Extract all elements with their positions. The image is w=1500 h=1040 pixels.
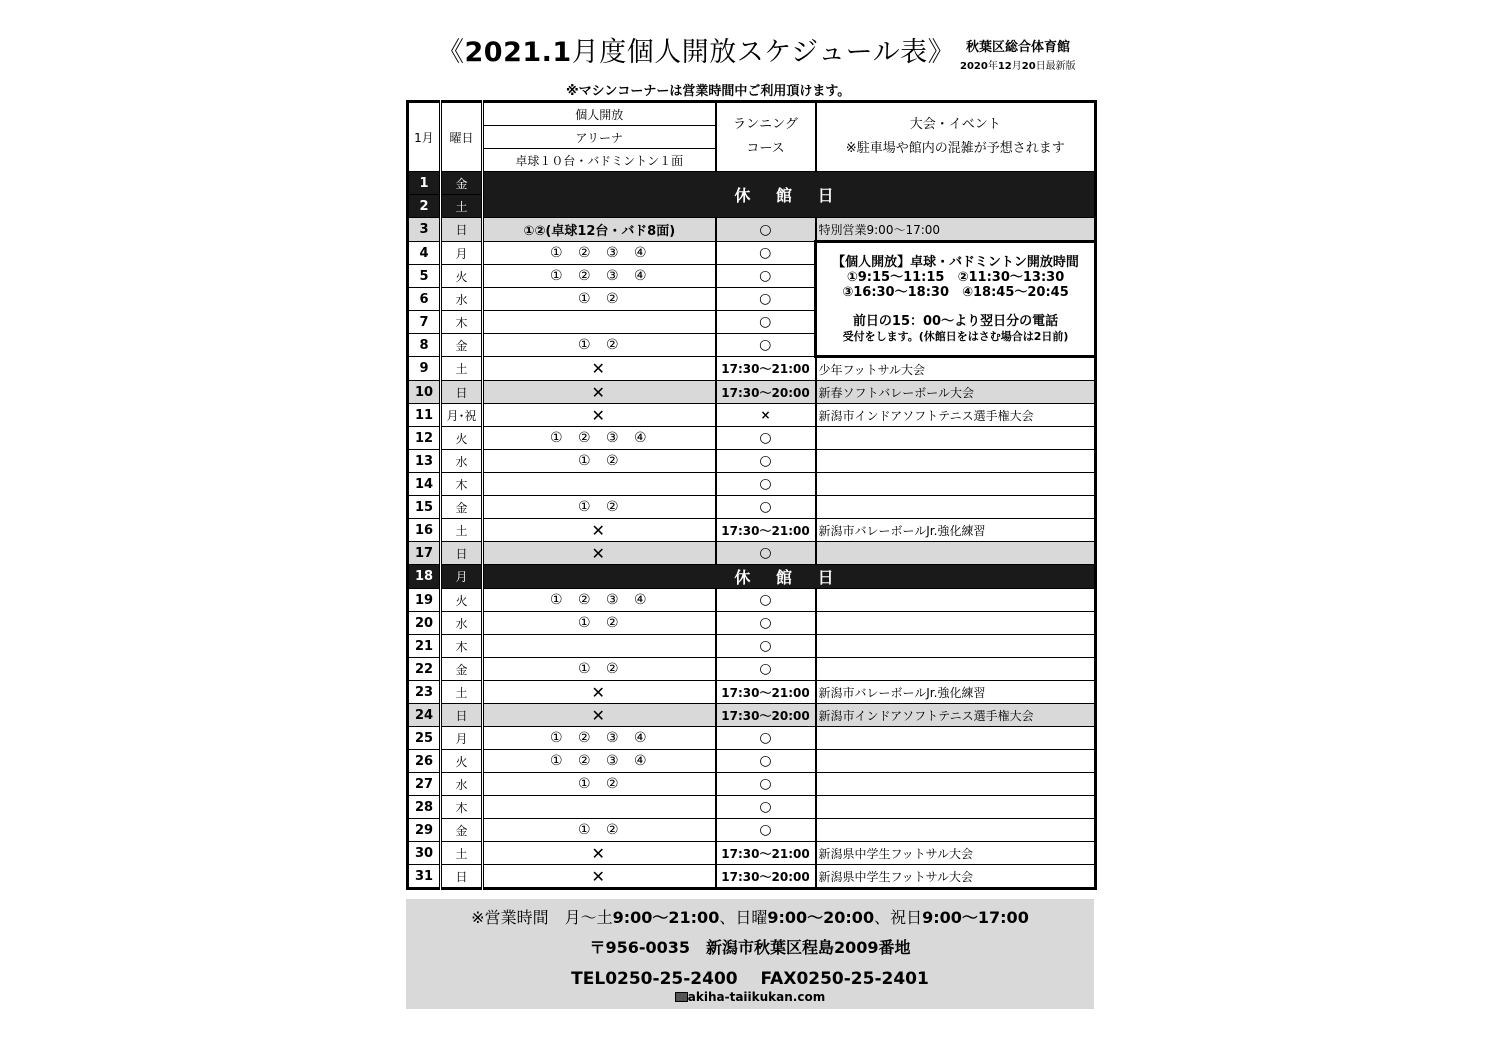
table-row [408, 357, 1096, 381]
closed-day-label: 休 館 日 [483, 565, 1096, 589]
running-course-cell: ○ [716, 242, 816, 265]
table-row [408, 658, 1096, 681]
arena-slots-cell: ① ② [483, 819, 716, 842]
event-cell: 新潟県中学生フットサル大会 [816, 865, 1096, 889]
day-cell: 27 [408, 773, 441, 796]
info-line5: 受付をします。(休館日をはさむ場合は2日前) [842, 329, 1069, 343]
weekday-cell: 木 [441, 311, 483, 334]
weekday-cell: 火 [441, 265, 483, 288]
info-line2: ①9:15～11:15 ②11:30～13:30 [846, 269, 1065, 285]
day-cell: 26 [408, 750, 441, 773]
day-cell: 14 [408, 473, 441, 496]
table-row [408, 773, 1096, 796]
event-cell: 新潟市バレーボールJr.強化練習 [816, 519, 1096, 542]
running-course-cell: ○ [716, 589, 816, 612]
info-line3: ③16:30～18:30 ④18:45～20:45 [842, 284, 1069, 300]
col-event [816, 102, 1096, 172]
running-course-cell: 17:30～21:00 [716, 519, 816, 542]
arena-slots-cell: ① ② ③ ④ [483, 589, 716, 612]
running-course-cell: ○ [716, 427, 816, 450]
title-text: 月度個人開放スケジュール表 [571, 37, 928, 68]
running-course-cell: ○ [716, 496, 816, 519]
arena-slots-cell: ✕ [483, 704, 716, 727]
website [406, 990, 1094, 1004]
hours-weekday: 9:00～21:00 [612, 908, 720, 927]
arena-slots-cell: ① ② [483, 658, 716, 681]
arena-slots-cell: ① ② ③ ④ [483, 265, 716, 288]
col-event-line1: 大会・イベント [909, 117, 1001, 132]
arena-slots-cell: ① ② ③ ④ [483, 427, 716, 450]
event-cell [816, 496, 1096, 519]
weekday-cell: 土 [441, 681, 483, 704]
tel-fax: TEL0250-25-2400 FAX0250-25-2401 [571, 969, 929, 989]
arena-slots-cell: ✕ [483, 681, 716, 704]
hours-sunday: 9:00～20:00 [767, 908, 875, 927]
weekday-cell: 土 [441, 357, 483, 381]
table-row [408, 218, 1096, 242]
weekday-cell: 水 [441, 773, 483, 796]
event-cell [816, 473, 1096, 496]
running-course-cell: ○ [716, 311, 816, 334]
table-row [408, 172, 1096, 195]
day-cell: 25 [408, 727, 441, 750]
running-course-cell: 17:30～21:00 [716, 842, 816, 865]
event-cell [816, 635, 1096, 658]
event-cell [816, 819, 1096, 842]
weekday-cell: 木 [441, 796, 483, 819]
day-cell: 21 [408, 635, 441, 658]
table-row [408, 565, 1096, 589]
day-cell: 1 [408, 172, 441, 195]
arena-slots-cell: ①②(卓球12台・バド8面) [483, 218, 716, 242]
running-course-cell: ○ [716, 819, 816, 842]
weekday-cell: 火 [441, 427, 483, 450]
table-row [408, 796, 1096, 819]
business-hours [406, 905, 1094, 928]
title-bracket-open: 《 [437, 37, 465, 68]
update-suffix: 日最新版 [1035, 61, 1076, 72]
event-cell [816, 427, 1096, 450]
table-row [408, 496, 1096, 519]
hours-sunday-label: 、日曜 [719, 908, 768, 927]
table-row [408, 519, 1096, 542]
event-cell [816, 773, 1096, 796]
arena-slots-cell [483, 796, 716, 819]
footer-info [406, 899, 1094, 1009]
day-cell: 15 [408, 496, 441, 519]
running-course-cell: ○ [716, 288, 816, 311]
day-cell: 7 [408, 311, 441, 334]
day-cell: 24 [408, 704, 441, 727]
event-cell [816, 727, 1096, 750]
weekday-cell: 木 [441, 635, 483, 658]
day-cell: 10 [408, 381, 441, 404]
page-title [437, 30, 955, 69]
arena-slots-cell: ✕ [483, 404, 716, 427]
day-cell: 4 [408, 242, 441, 265]
weekday-cell: 火 [441, 750, 483, 773]
table-row [408, 865, 1096, 889]
running-course-cell: ○ [716, 612, 816, 635]
table-row [408, 381, 1096, 404]
running-course-cell: 17:30～20:00 [716, 704, 816, 727]
running-course-cell: 17:30～21:00 [716, 357, 816, 381]
weekday-cell: 金 [441, 172, 483, 195]
day-cell: 13 [408, 450, 441, 473]
col-open: 個人開放 [483, 102, 716, 126]
day-cell: 8 [408, 334, 441, 357]
website-url[interactable]: akiha-taiikukan.com [687, 990, 826, 1004]
weekday-cell: 木 [441, 473, 483, 496]
running-course-cell: ○ [716, 542, 816, 565]
col-running-line1: ランニング [733, 117, 798, 132]
weekday-cell: 金 [441, 496, 483, 519]
arena-slots-cell: ✕ [483, 865, 716, 889]
arena-slots-cell: ① ② [483, 450, 716, 473]
col-running-line2: コース [746, 141, 785, 156]
schedule-table [406, 100, 1097, 890]
address: 〒956-0035 新潟市秋葉区程島2009番地 [589, 938, 911, 957]
weekday-cell: 日 [441, 381, 483, 404]
update-month: 12 [997, 61, 1012, 72]
running-course-cell: ○ [716, 450, 816, 473]
table-row [408, 612, 1096, 635]
arena-slots-cell: ① ② ③ ④ [483, 242, 716, 265]
running-course-cell: ○ [716, 635, 816, 658]
weekday-cell: 日 [441, 542, 483, 565]
event-cell [816, 450, 1096, 473]
col-running [716, 102, 816, 172]
table-row [408, 427, 1096, 450]
running-course-cell: ○ [716, 658, 816, 681]
update-year-label: 年 [987, 61, 998, 72]
arena-slots-cell: ① ② [483, 612, 716, 635]
event-cell: 新潟県中学生フットサル大会 [816, 842, 1096, 865]
arena-slots-cell: ✕ [483, 357, 716, 381]
arena-slots-cell [483, 311, 716, 334]
weekday-cell: 月 [441, 727, 483, 750]
running-course-cell: ○ [716, 727, 816, 750]
col-weekday: 曜日 [441, 102, 483, 172]
arena-slots-cell: ✕ [483, 542, 716, 565]
event-cell: 新春ソフトバレーボール大会 [816, 381, 1096, 404]
running-course-cell: ○ [716, 334, 816, 357]
table-row [408, 450, 1096, 473]
day-cell: 17 [408, 542, 441, 565]
day-cell: 5 [408, 265, 441, 288]
table-row [408, 704, 1096, 727]
day-cell: 2 [408, 195, 441, 218]
event-cell: 新潟市インドアソフトテニス選手権大会 [816, 704, 1096, 727]
table-row [408, 750, 1096, 773]
day-cell: 11 [408, 404, 441, 427]
arena-slots-cell: ① ② [483, 334, 716, 357]
table-row [408, 404, 1096, 427]
weekday-cell: 月 [441, 565, 483, 589]
day-cell: 31 [408, 865, 441, 889]
running-course-cell: 17:30～20:00 [716, 865, 816, 889]
event-cell [816, 658, 1096, 681]
table-row [408, 842, 1096, 865]
update-year: 2020 [960, 61, 988, 72]
arena-slots-cell [483, 473, 716, 496]
running-course-cell: ○ [716, 773, 816, 796]
running-course-cell: 17:30～20:00 [716, 381, 816, 404]
col-event-line2: ※駐車場や館内の混雑が予想されます [845, 141, 1065, 156]
weekday-cell: 水 [441, 288, 483, 311]
day-cell: 12 [408, 427, 441, 450]
table-row [408, 819, 1096, 842]
day-cell: 29 [408, 819, 441, 842]
table-row [408, 589, 1096, 612]
weekday-cell: 土 [441, 195, 483, 218]
col-arena-sub: 卓球１０台・バドミントン１面 [483, 149, 716, 172]
running-course-cell: ○ [716, 218, 816, 242]
arena-slots-cell: ① ② ③ ④ [483, 750, 716, 773]
event-cell [816, 589, 1096, 612]
weekday-cell: 金 [441, 334, 483, 357]
organization-name: 秋葉区総合体育館 [966, 40, 1071, 55]
day-cell: 30 [408, 842, 441, 865]
running-course-cell: 17:30～21:00 [716, 681, 816, 704]
event-cell: 新潟市バレーボールJr.強化練習 [816, 681, 1096, 704]
event-cell: 少年フットサル大会 [816, 357, 1096, 381]
weekday-cell: 土 [441, 842, 483, 865]
computer-icon [675, 992, 688, 1002]
day-cell: 6 [408, 288, 441, 311]
day-cell: 3 [408, 218, 441, 242]
running-course-cell: × [716, 404, 816, 427]
table-row [408, 242, 1096, 265]
update-month-label: 月 [1011, 61, 1022, 72]
weekday-cell: 金 [441, 819, 483, 842]
arena-slots-cell: ① ② [483, 496, 716, 519]
weekday-cell: 土 [441, 519, 483, 542]
arena-slots-cell: ✕ [483, 519, 716, 542]
hours-holiday: 9:00～17:00 [922, 908, 1029, 927]
title-year: 2021.1 [464, 37, 572, 68]
update-date [960, 57, 1076, 72]
weekday-cell: 水 [441, 450, 483, 473]
open-hours-info-box [816, 242, 1096, 357]
title-bracket-close: 》 [927, 37, 956, 68]
arena-slots-cell [483, 635, 716, 658]
weekday-cell: 日 [441, 218, 483, 242]
day-cell: 23 [408, 681, 441, 704]
hours-label: ※営業時間 月～土 [471, 908, 613, 927]
event-cell [816, 796, 1096, 819]
day-cell: 9 [408, 357, 441, 381]
col-month: 1月 [408, 102, 441, 172]
schedule-body [408, 172, 1096, 889]
col-arena: アリーナ [483, 126, 716, 149]
day-cell: 28 [408, 796, 441, 819]
machine-corner-note: ※マシンコーナーは営業時間中ご利用頂けます。 [566, 84, 851, 99]
running-course-cell: ○ [716, 750, 816, 773]
day-cell: 22 [408, 658, 441, 681]
event-cell [816, 542, 1096, 565]
hours-holiday-label: 、祝日 [874, 908, 923, 927]
day-cell: 16 [408, 519, 441, 542]
weekday-cell: 水 [441, 612, 483, 635]
event-cell: 新潟市インドアソフトテニス選手権大会 [816, 404, 1096, 427]
running-course-cell: ○ [716, 473, 816, 496]
running-course-cell: ○ [716, 796, 816, 819]
closed-day-label: 休 館 日 [483, 172, 1096, 218]
event-cell: 特別営業9:00～17:00 [816, 218, 1096, 242]
update-day: 20 [1021, 61, 1036, 72]
arena-slots-cell: ① ② [483, 288, 716, 311]
info-line4: 前日の15：00～より翌日分の電話 [852, 313, 1059, 329]
running-course-cell: ○ [716, 265, 816, 288]
table-row [408, 681, 1096, 704]
event-cell [816, 612, 1096, 635]
arena-slots-cell: ① ② ③ ④ [483, 727, 716, 750]
weekday-cell: 金 [441, 658, 483, 681]
info-line1: 【個人開放】卓球・バドミントン開放時間 [832, 254, 1079, 270]
arena-slots-cell: ① ② [483, 773, 716, 796]
weekday-cell: 日 [441, 865, 483, 889]
weekday-cell: 日 [441, 704, 483, 727]
table-row [408, 727, 1096, 750]
weekday-cell: 月 [441, 242, 483, 265]
day-cell: 20 [408, 612, 441, 635]
weekday-cell: 火 [441, 589, 483, 612]
event-cell [816, 750, 1096, 773]
weekday-cell: 月･祝 [441, 404, 483, 427]
table-row [408, 635, 1096, 658]
arena-slots-cell: ✕ [483, 381, 716, 404]
day-cell: 19 [408, 589, 441, 612]
table-row [408, 542, 1096, 565]
day-cell: 18 [408, 565, 441, 589]
arena-slots-cell: ✕ [483, 842, 716, 865]
table-row [408, 473, 1096, 496]
